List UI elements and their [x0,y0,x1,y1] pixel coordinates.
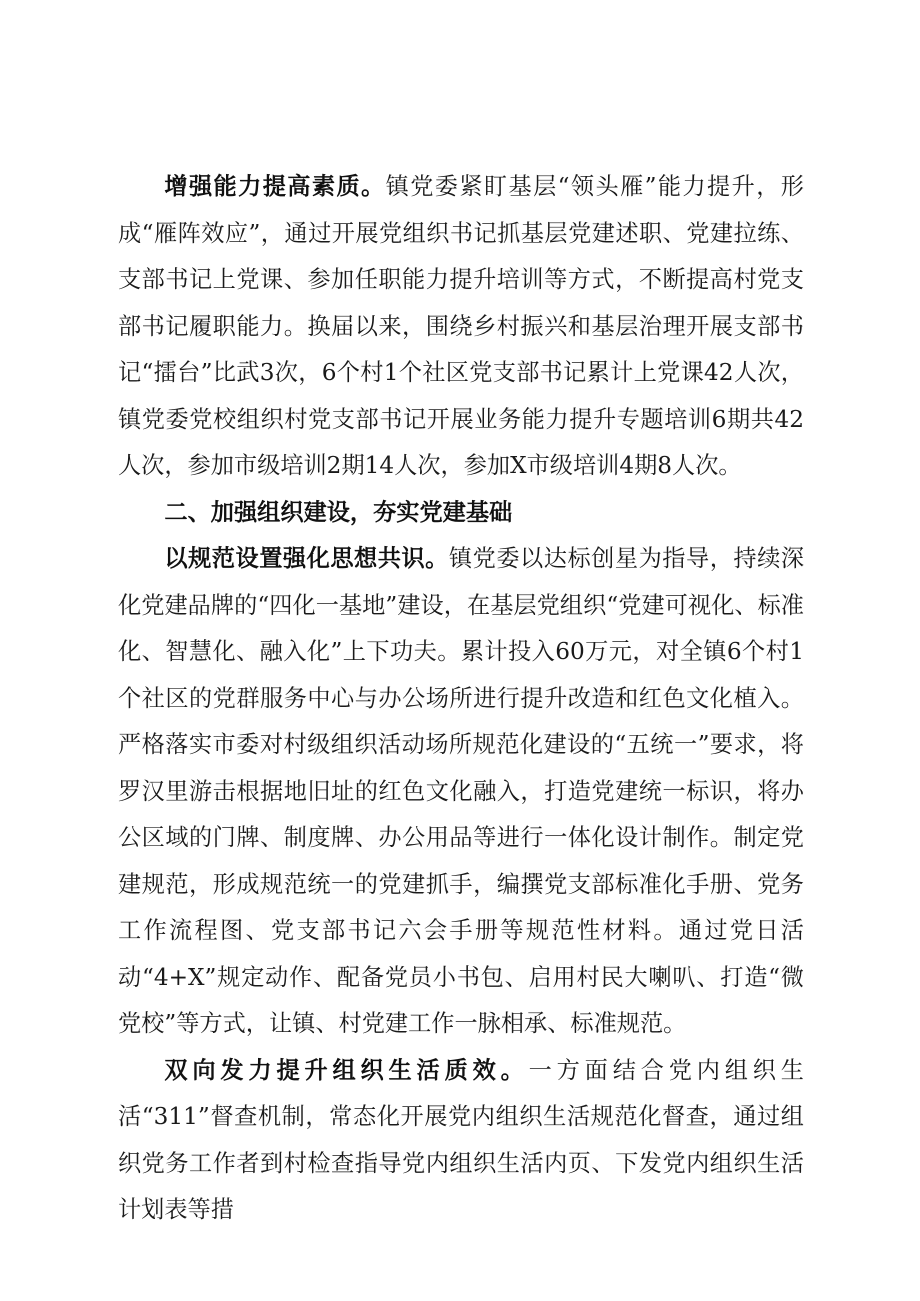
paragraph-lead-standardization: 以规范设置强化思想共识。 [164,545,449,572]
paragraph-ability [118,164,804,490]
document-body [118,164,804,1234]
paragraph-organization-life [118,1048,804,1234]
paragraph-lead-ability: 增强能力提高素质。 [164,173,386,200]
paragraph-text-ability: 镇党委紧盯基层“领头雁”能力提升，形成“雁阵效应”，通过开展党组织书记抓基层党建述职、党建拉练、支部书记上党课、参加任职能力提升培训等方式，不断提高村党支部书记履职能力。换届以来，围绕乡村振兴和基层治理开展支部书记“擂台”比武3次，6个村1个社区党支部书记累计上党课42人次，镇党委党校组织村党支部书记开展业务能力提升专题培训6期共42人次，参加市级培训2期14人次，参加X市级培训4期8人次。 [118,173,804,479]
paragraph-lead-organization-life: 双向发力提升组织生活质效。 [164,1056,529,1084]
paragraph-text-standardization: 镇党委以达标创星为指导，持续深化党建品牌的“四化一基地”建设，在基层党组织“党建可视化、标准化、智慧化、融入化”上下功夫。累计投入60万元，对全镇6个村1个社区的党群服务中心与办公场所进行提升改造和红色文化植入。严格落实市委对村级组织活动场所规范化建设的“五统一”要求，将罗汉里游击根据地旧址的红色文化融入，打造党建统一标识，将办公区域的门牌、制度牌、办公用品等进行一体化设计制作。制定党建规范，形成规范统一的党建抓手，编撰党支部标准化手册、党务工作流程图、党支部书记六会手册等规范性材料。通过党日活动“4+X”规定动作、配备党员小书包、启用村民大喇叭、打造“微党校”等方式，让镇、村党建工作一脉相承、标准规范。 [118,545,805,1037]
section-heading-organization: 二、加强组织建设，夯实党建基础 [164,498,513,526]
paragraph-standardization [118,536,804,1048]
paragraph-text-organization-life: 一方面结合党内组织生活“311”督查机制，常态化开展党内组织生活规范化督查，通过组织党务工作者到村检查指导党内组织生活内页、下发党内组织生活计划表等措 [118,1056,804,1223]
